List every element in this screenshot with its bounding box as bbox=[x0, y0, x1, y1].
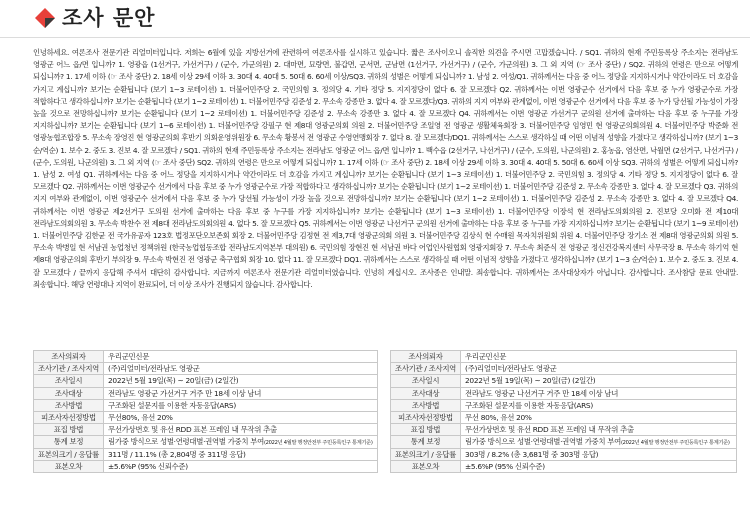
info-table-value bbox=[104, 363, 378, 375]
info-table-value bbox=[104, 436, 378, 448]
info-table-row bbox=[391, 436, 737, 448]
info-table-label: 표본오차 bbox=[391, 460, 461, 472]
info-table-value-text: ±5.6%P (95% 신뢰수준) bbox=[465, 461, 545, 471]
info-table-row bbox=[391, 399, 737, 411]
info-table-row bbox=[34, 375, 378, 387]
info-table-value bbox=[104, 387, 378, 399]
survey-questionnaire-text: 인녕하세요. 여론조사 전문기관 리얼미터입니다. 저희는 6월에 있을 지방선거에 관련하여 여론조사를 실시하고 있습니다. 짧은 조사이오니 솔직한 의견을 주시면 고맙겠습니다. / SQ1. 귀하의 현재 주민등록상 주소지는 전라남도 영광군 어느 읍/면 입니까? 1. 영광읍 (1선거구, 가선거구) / (군수, 가군의원) 2. 대마면, 묘량면, 불갑면, 군서면, 군남면 (1선거구, 가선거구) / (군수, 가군의원) 3. 그 외 지역 (☞ 조사 중단) / SQ2. 귀하의 연령은 만으로 어떻게 되십니까? 1. 17세 이하 (☞ 조사 중단) 2. 18세 이상 29세 이하 3. 30대 4. 40대 5. 50대 6. 60세 이상/SQ3. 귀하의 성별은 어떻게 되십니까? 1. 남성 2. 여성/Q1. 귀하께서는 다음 중 어느 정당을 지지하시거나 약간이라도 더 호감을 가지고 계십니까? 보기는 순환됩니다 (보기 1~3 로테이션) 1. 더불어민주당 2. 국민의힘 3. 정의당 4. 기타 정당 5. 지지정당이 없다 6. 잘 모르겠다 Q2. 귀하께서는 이번 영광군수 선거에서 다음 후보 중 누가 영광군수로 가장 적합하다고 생각하십니까? 보기는 순환됩니다 (보기 1~2 로테이션) 1. 더불어민주당 김준성 2. 무소속 강종만 3. 없다 4. 잘 모르겠다/Q3. 귀하의 지지 여부와 관계없이, 이번 영광군수 선거에서 다음 후보 중 누가 당선될 가능성이 가장 높을 것으로 전망하십니까? 보기는 순환됩니다 (보기 1~2 로테이션) 1. 더불어민주당 김준성 2. 무소속 강종만 3. 없다 4. 잘 모르겠다 Q4. 귀하께서는 이번 영광군 가선거구 군의원 선거에 출마하는 다음 후보 중 누구를 가장 지지하십니까? 보기는 순환됩니다 (보기 1~6 로테이션) 1. 더불어민주당 강필구 현 제8대 영광군의회 의원 2. 더불어민주당 조일영 전 영광군 생활체육회장 3. 더불어민주당 임영민 현 영광군의회의원 4. 더불어민주당 박준화 전 영광농협조합장 5. 무소속 장영진 현 영광군의회 후반기 의회운영위원장 6. 무소속 황봉서 전 영광군 수영연맹회장 7. 없다 8. 잘 모르겠다/DQ1. 귀하께서는 스스로 생각하실 때 어떤 이념적 성향을 가졌다고 생각하십니까? (보기 1~3 순/역순) 1. 보수 2. 중도 3. 진보 4. 잘 모르겠다 / SQ1. 귀하의 현재 주민등록상 주소지는 전라남도 영광군 어느 읍/면 입니까? 1. 백수읍 (2선거구, 나선거구) / (군수, 도의원, 나군의원) 2. 홍농읍, 염산면, 낙월면 (2선거구, 나선거구) / (군수, 도의원, 나군의원) 3. 그 외 지역 (☞ 조사 중단) SQ2. 귀하의 연령은 만으로 어떻게 되십니까? 1. 17세 이하 (☞ 조사 중단) 2. 18세 이상 29세 이하 3. 30대 4. 40대 5. 50대 6. 60세 이상 SQ3. 귀하의 성별은 어떻게 되십니까? 1. 남성 2. 여성 Q1. 귀하께서는 다음 중 어느 정당을 지지하시거나 약간이라도 더 호감을 가지고 계십니까? 보기는 순환됩니다 (보기 1~3 로테이션) 1. 더불어민주당 2. 국민의힘 3. 정의당 4. 기타 정당 5. 지지정당이 없다 6. 잘 모르겠다 Q2. 귀하께서는 이번 영광군수 선거에서 다음 후보 중 누가 영광군수로 가장 적합하다고 생각하십니까? 보기는 순환됩니다 (보기 1~2 로테이션) 1. 더불어민주당 김준성 2. 무소속 강종만 3. 없다 4. 잘 모르겠다 Q3. 귀하의 지지 여부와 관계없이, 이번 영광군수 선거에서 다음 후보 중 누가 당선될 가능성이 가장 높을 것으로 전망하십니까? 보기는 순환됩니다 (보기 1~2 로테이션) 1. 더불어민주당 김준성 2. 무소속 강종만 3. 없다 4. 잘 모르겠다 Q4. 귀하께서는 이번 영광군 제2선거구 도의원 선거에 출마하는 다음 후보 중 누구를 가장 지지하십니까? 보기는 순환됩니다 (보기 1~3 로테이션) 1. 더불어민주당 이장석 현 전라남도의회의원 2. 진보당 오미화 전 제10대 전라남도의회의원 3. 무소속 박찬수 전 제8대 전라남도의회의원 4. 없다 5. 잘 모르겠다 Q5. 귀하께서는 이번 영광군 나선거구 군의원 선거에 출마하는 다음 후보 중 누구를 가장 지지하십니까? 보기는 순환됩니다 (보기 1~9 로테이션) 1. 더불어민주당 김한균 전 국가유공자 123호 법정포단오보존회 회장 2. 더불어민주당 김정현 전 제3,7대 영광군의회 의원 3. 더불어민주당 김상식 현 수매원 목자치위원회 위원 4. 더불어민주당 장기소 전 제8대 영광군의회 의원 5. 무소속 박병일 현 서남권 농업청년 정책위원 (한국농업협동조합 전라남도지역본부 대의원) 6. 국민의힘 장현진 현 서남권 바다 어업인사원협회 영광지회장 7. 무소속 최준식 전 영광군 정신건강복지센터 사무국장 8. 무소속 하기억 현 제8대 영광군의회 후반기 부의장 9. 무소속 박현진 전 영광군 축구협회 회장 10. 없다 11. 잘 모르겠다 DQ1. 귀하께서는 스스로 생각하실 때 어떤 이념적 성향을 가졌다고 생각하십니까? (보기 1~3 순/역순) 1. 보수 2. 중도 3. 진보 4. 잘 모르겠다 / 끝까지 응답해 주셔서 대단히 감사합니다. 지금까지 여론조사 전문기관 리얼미터였습니다. 인녕히 계십시오. 조사종은 인내말. 죄송합니다. 귀하께서는 조사대상자가 아닙니다. 감사합니다. 조사참담 문료 안내말. 죄송합니다. 해당 연령대나 지역이 완료되어, 더 이상 조사가 진행되지 않습니다. 감사합니다. bbox=[33, 48, 738, 289]
info-table-row bbox=[391, 363, 737, 375]
info-table-value bbox=[104, 411, 378, 423]
info-table-value bbox=[104, 399, 378, 411]
info-table-row bbox=[34, 387, 378, 399]
info-table-row bbox=[34, 411, 378, 423]
info-table-label: 피조사자선정방법 bbox=[391, 411, 461, 423]
info-table-label: 통계 보정 bbox=[391, 436, 461, 448]
info-table-value bbox=[461, 351, 737, 363]
info-table-value bbox=[461, 375, 737, 387]
info-table-label: 표본의크기 / 응답률 bbox=[391, 448, 461, 460]
info-table-label: 조사의뢰자 bbox=[34, 351, 104, 363]
info-table-value-text: 무선80%, 유선 20% bbox=[108, 413, 173, 423]
info-table-value bbox=[461, 387, 737, 399]
info-table-label: 표집 방법 bbox=[34, 424, 104, 436]
header-divider bbox=[0, 37, 750, 38]
info-table-value-text: 전라남도 영광군 나선거구 거주 만 18세 이상 남녀 bbox=[465, 388, 619, 398]
info-table-row bbox=[391, 448, 737, 460]
info-table-value bbox=[104, 375, 378, 387]
info-table-value bbox=[461, 411, 737, 423]
info-table-value-text: 구조화된 설문지를 이용한 자동응답(ARS) bbox=[465, 400, 593, 410]
info-table-value-text: 303명 / 8.2% (총 3,681명 중 303명 응답) bbox=[465, 449, 599, 459]
info-table-label: 조사대상 bbox=[391, 387, 461, 399]
info-table-label: 조사일시 bbox=[391, 375, 461, 387]
info-table-row bbox=[34, 424, 378, 436]
info-table-label: 조사방법 bbox=[34, 399, 104, 411]
info-table-value bbox=[461, 448, 737, 460]
info-table-value bbox=[104, 448, 378, 460]
info-table-row bbox=[34, 351, 378, 363]
info-table-row bbox=[34, 448, 378, 460]
info-table-row bbox=[391, 375, 737, 387]
info-table-row bbox=[34, 399, 378, 411]
page-header bbox=[0, 0, 750, 36]
info-table-row bbox=[391, 387, 737, 399]
info-table-label: 표본의크기 / 응답률 bbox=[34, 448, 104, 460]
info-table-label: 조사일시 bbox=[34, 375, 104, 387]
info-table-value-text: (주)리얼미터/전라남도 영광군 bbox=[465, 364, 557, 374]
info-table-row bbox=[391, 411, 737, 423]
info-table-value-text: 무선 80%, 유선 20% bbox=[465, 413, 532, 423]
info-table-row bbox=[391, 460, 737, 472]
info-table-label: 피조사자선정방법 bbox=[34, 411, 104, 423]
info-table-label: 표집 방법 bbox=[391, 424, 461, 436]
survey-info-table-right bbox=[390, 350, 737, 473]
info-table-note: (2022년 4월말 행정안전부 주민등록인구 통계기준) bbox=[263, 440, 373, 447]
info-table-value-text: 311명 / 11.1% (총 2,804명 중 311명 응답) bbox=[108, 449, 246, 459]
info-table-label: 조사방법 bbox=[391, 399, 461, 411]
info-table-value-text: (주)리얼미터/전라남도 영광군 bbox=[108, 364, 200, 374]
info-table-value bbox=[461, 460, 737, 472]
info-table-row bbox=[34, 363, 378, 375]
info-table-label: 표본오차 bbox=[34, 460, 104, 472]
info-table-value-text: 림가중 방식으로 성별·연령대별·권역별 가중치 부여 bbox=[465, 437, 621, 447]
info-table-note: (2022년 4월말 행정안전부 주민등록인구 통계기준) bbox=[620, 440, 730, 447]
info-table-value bbox=[461, 436, 737, 448]
info-table-label: 조사기관 / 조사지역 bbox=[391, 363, 461, 375]
info-table-value-text: 2022년 5월 19일(목) ~ 20일(금) (2일간) bbox=[108, 376, 239, 386]
info-table-value-text: ±5.6%P (95% 신뢰수준) bbox=[108, 461, 188, 471]
info-table-label: 조사기관 / 조사지역 bbox=[34, 363, 104, 375]
info-table-value-text: 우리군민신문 bbox=[465, 352, 507, 362]
info-table-row bbox=[34, 460, 378, 472]
info-table-value-text: 림가중 방식으로 성별·연령대별·권역별 가중치 부여 bbox=[108, 437, 264, 447]
page-title: 조사 문안 bbox=[62, 6, 156, 30]
info-table-value bbox=[104, 460, 378, 472]
info-table-value bbox=[104, 351, 378, 363]
info-table-value bbox=[461, 424, 737, 436]
info-table-value-text: 무선가상번호 및 유선 RDD 표본 프레임 내 무작위 추출 bbox=[465, 425, 634, 435]
info-table-value-text: 무선가상번호 및 유선 RDD 표본 프레임 내 무작위 추출 bbox=[108, 425, 277, 435]
info-table-value-text: 우리군민신문 bbox=[108, 352, 150, 362]
diamond-logo-icon bbox=[34, 7, 56, 29]
info-table-value bbox=[461, 363, 737, 375]
info-table-value-text: 전라남도 영광군 가선거구 거주 만 18세 이상 남녀 bbox=[108, 388, 262, 398]
info-table-row bbox=[34, 436, 378, 448]
info-table-label: 통계 보정 bbox=[34, 436, 104, 448]
survey-info-table-left bbox=[33, 350, 378, 473]
info-table-row bbox=[391, 424, 737, 436]
info-table-value bbox=[104, 424, 378, 436]
info-table-label: 조사대상 bbox=[34, 387, 104, 399]
info-table-value-text: 2022년 5월 19일(목) ~ 20일(금) (2일간) bbox=[465, 376, 596, 386]
info-table-row bbox=[391, 351, 737, 363]
info-table-label: 조사의뢰자 bbox=[391, 351, 461, 363]
info-table-value-text: 구조화된 설문지를 이용한 자동응답(ARS) bbox=[108, 400, 236, 410]
info-table-value bbox=[461, 399, 737, 411]
